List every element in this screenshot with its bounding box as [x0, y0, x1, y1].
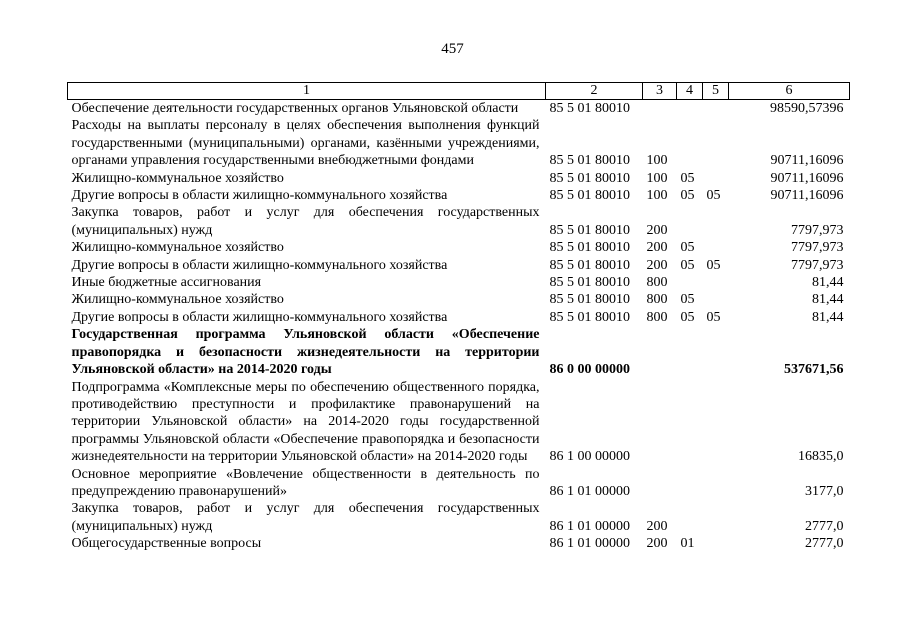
- row-col-4: [677, 274, 703, 291]
- row-col-3: 200: [646, 222, 668, 238]
- row-col-4: 01: [680, 536, 695, 552]
- row-amount: 81,44: [812, 292, 844, 308]
- row-name: Жилищно-коммунальное хозяйство: [71, 240, 284, 256]
- row-amount: 16835,0: [798, 449, 844, 465]
- row-col-3: [643, 379, 677, 466]
- row-amount: 2777,0: [805, 518, 844, 534]
- row-code: 85 5 01 80010: [549, 170, 630, 186]
- row-col-3: 800: [646, 275, 668, 291]
- row-amount: 81,44: [812, 275, 844, 291]
- row-col-4: 05: [680, 188, 695, 204]
- row-col-4: [677, 326, 703, 378]
- row-col-3: [643, 326, 677, 378]
- row-col-5: [703, 466, 729, 501]
- row-amount: 537671,56: [784, 362, 844, 378]
- row-name: Подпрограмма «Комплексные меры по обеспечению общественного порядка, противодействию преступности и профилактике правонарушений на территории Ульяновской области» на 2014-2020 годы государственной программы Ульяновской области «Обеспечение правопорядка и безопасности жизнедеятельности на территории Ульяновской области» на 2014-2020 годы: [71, 379, 540, 465]
- row-code: 85 5 01 80010: [549, 101, 630, 116]
- row-col-5: [703, 326, 729, 378]
- row-col-4: [677, 466, 703, 501]
- column-header-3: 3: [643, 83, 677, 100]
- row-col-3: 200: [646, 240, 668, 256]
- row-col-3: 200: [646, 518, 668, 534]
- column-header-2: 2: [546, 83, 643, 100]
- row-col-3: [643, 466, 677, 501]
- row-amount: 3177,0: [805, 483, 844, 499]
- row-col-4: [677, 100, 703, 118]
- row-amount: 7797,973: [791, 257, 844, 273]
- row-amount: 81,44: [812, 309, 844, 325]
- table-row: [68, 274, 850, 291]
- row-col-3: [643, 100, 677, 118]
- table-body: [68, 100, 850, 553]
- row-code: 86 0 00 00000: [549, 362, 630, 378]
- row-name: Другие вопросы в области жилищно-коммунального хозяйства: [71, 309, 448, 325]
- row-name: Закупка товаров, работ и услуг для обеспечения государственных (муниципальных) нужд: [71, 501, 540, 534]
- row-amount: 2777,0: [805, 536, 844, 552]
- row-col-5: [703, 170, 729, 187]
- row-col-3: 100: [646, 170, 668, 186]
- row-col-5: [703, 379, 729, 466]
- row-name: Закупка товаров, работ и услуг для обеспечения государственных (муниципальных) нужд: [71, 205, 540, 238]
- row-col-3: 200: [646, 536, 668, 552]
- table-row: [68, 326, 850, 378]
- table-row: [68, 379, 850, 466]
- row-col-5: 05: [706, 257, 721, 273]
- row-code: 85 5 01 80010: [549, 257, 630, 273]
- row-name: Расходы на выплаты персоналу в целях обеспечения выполнения функций государственными (муниципальными) органами, казёнными учреждениями, органами управления государственными внебюджетными фондами: [71, 118, 540, 169]
- table-row: [68, 535, 850, 552]
- row-col-3: 100: [646, 153, 668, 169]
- row-col-4: [677, 117, 703, 169]
- row-name: Жилищно-коммунальное хозяйство: [71, 292, 284, 308]
- row-col-5: [703, 204, 729, 239]
- row-col-3: 800: [646, 292, 668, 308]
- row-name: Общегосударственные вопросы: [71, 536, 262, 552]
- table-row: [68, 291, 850, 308]
- row-amount: 98590,57396: [770, 101, 844, 116]
- row-name: Государственная программа Ульяновской области «Обеспечение правопорядка и безопасности жизнедеятельности на территории Ульяновской области» на 2014-2020 годы: [71, 327, 540, 378]
- table-row: [68, 187, 850, 204]
- row-col-4: [677, 204, 703, 239]
- row-code: 85 5 01 80010: [549, 309, 630, 325]
- row-code: 85 5 01 80010: [549, 292, 630, 308]
- row-col-4: [677, 379, 703, 466]
- table-row: [68, 500, 850, 535]
- row-col-3: 100: [646, 188, 668, 204]
- row-amount: 90711,16096: [770, 153, 844, 169]
- row-col-4: 05: [680, 309, 695, 325]
- table-row: [68, 170, 850, 187]
- column-header-6: 6: [729, 83, 850, 100]
- row-col-5: [703, 117, 729, 169]
- table-row: [68, 466, 850, 501]
- row-col-3: 800: [646, 309, 668, 325]
- row-code: 86 1 00 00000: [549, 449, 630, 465]
- budget-table: [67, 82, 850, 553]
- row-code: 86 1 01 00000: [549, 518, 630, 534]
- row-code: 85 5 01 80010: [549, 188, 630, 204]
- row-amount: 90711,16096: [770, 188, 844, 204]
- table-row: [68, 257, 850, 274]
- table-row: [68, 100, 850, 118]
- column-header-4: 4: [677, 83, 703, 100]
- row-code: 85 5 01 80010: [549, 275, 630, 291]
- row-code: 85 5 01 80010: [549, 153, 630, 169]
- row-amount: 7797,973: [791, 240, 844, 256]
- row-name: Основное мероприятие «Вовлечение общественности в деятельность по предупреждению правонарушений»: [71, 466, 540, 499]
- row-col-4: 05: [680, 292, 695, 308]
- column-header-1: 1: [68, 83, 546, 100]
- row-col-5: [703, 291, 729, 308]
- row-col-5: 05: [706, 309, 721, 325]
- row-name: Жилищно-коммунальное хозяйство: [71, 170, 284, 186]
- row-col-4: [677, 500, 703, 535]
- row-col-5: [703, 274, 729, 291]
- table-header-row: [68, 83, 850, 100]
- row-amount: 90711,16096: [770, 170, 844, 186]
- row-col-4: 05: [680, 170, 695, 186]
- row-col-4: 05: [680, 240, 695, 256]
- row-code: 85 5 01 80010: [549, 222, 630, 238]
- table-row: [68, 204, 850, 239]
- table-row: [68, 309, 850, 326]
- table-row: [68, 239, 850, 256]
- row-code: 86 1 01 00000: [549, 483, 630, 499]
- row-name: Другие вопросы в области жилищно-коммунального хозяйства: [71, 257, 448, 273]
- row-col-5: [703, 500, 729, 535]
- row-code: 85 5 01 80010: [549, 240, 630, 256]
- page-number: 457: [441, 41, 464, 57]
- row-col-5: [703, 535, 729, 552]
- column-header-5: 5: [703, 83, 729, 100]
- row-name: Обеспечение деятельности государственных органов Ульяновской области: [71, 101, 519, 116]
- row-col-3: 200: [646, 257, 668, 273]
- row-col-5: [703, 239, 729, 256]
- table-row: [68, 117, 850, 169]
- row-col-5: 05: [706, 188, 721, 204]
- row-code: 86 1 01 00000: [549, 536, 630, 552]
- row-col-5: [703, 100, 729, 118]
- row-name: Другие вопросы в области жилищно-коммунального хозяйства: [71, 188, 448, 204]
- row-amount: 7797,973: [791, 222, 844, 238]
- row-col-4: 05: [680, 257, 695, 273]
- row-name: Иные бюджетные ассигнования: [71, 275, 262, 291]
